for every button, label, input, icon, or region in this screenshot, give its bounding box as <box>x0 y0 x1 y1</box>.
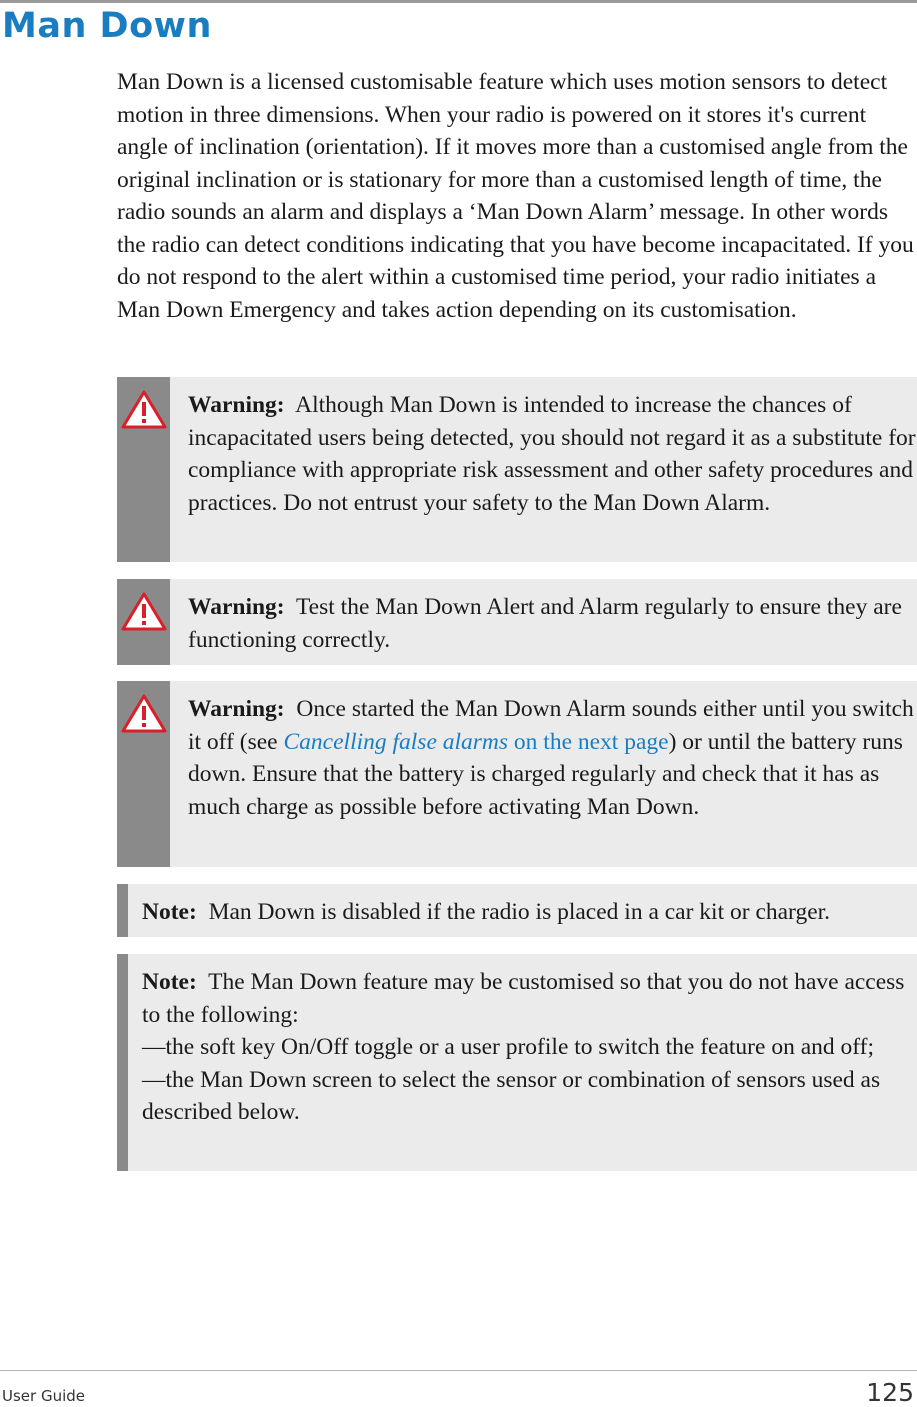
intro-paragraph: Man Down is a licensed customisable feature which uses motion sensors to detect motion in three dimensions. When your radio is powered on it stores it's current angle of inclination (orientation). If it moves more than a customised angle from the original inclination or is stationary for more than a customised length of time, the radio sounds an alarm and displays a ‘Man Down Alarm’ message. In other words the radio can detect conditions indicating that you have become incapacitated. If you do not respond to the alert within a customised time period, your radio initiates a Man Down Emergency and takes action depending on its customisation. <box>117 69 914 323</box>
warning-strip <box>117 681 170 867</box>
warning-label: Warning: <box>188 594 285 620</box>
xref-link-page[interactable]: on the next page <box>508 728 669 755</box>
xref-link-title[interactable]: Cancelling false alarms <box>283 728 509 755</box>
note-list-item: —the Man Down screen to select the sensor or combination of sensors used as described below. <box>142 1066 881 1125</box>
note-text: The Man Down feature may be customised so that you do not have access to the following: <box>142 969 905 1028</box>
warning-callout-2 <box>117 579 917 665</box>
note-body <box>128 884 917 937</box>
warning-label: Warning: <box>188 392 285 418</box>
note-list-item: —the soft key On/Off toggle or a user profile to switch the feature on and off; <box>142 1034 874 1060</box>
note-strip <box>117 954 128 1171</box>
warning-triangle-icon <box>121 591 167 631</box>
warning-body <box>170 377 917 562</box>
note-text: Man Down is disabled if the radio is placed in a car kit or charger. <box>208 899 831 925</box>
warning-strip <box>117 377 170 562</box>
warning-callout-3 <box>117 681 917 867</box>
warning-text: Although Man Down is intended to increase the chances of incapacitated users being detected, you should not regard it as a substitute for compliance with appropriate risk assessment and other safety procedures and practices. Do not entrust your safety to the Man Down Alarm. <box>188 392 916 516</box>
warning-body <box>170 579 917 665</box>
warning-text-before: Once started the Man Down Alarm sounds either until you switch it off (see <box>188 696 914 755</box>
note-label: Note: <box>142 899 197 925</box>
note-callout-1 <box>117 884 917 937</box>
note-strip <box>117 884 128 937</box>
warning-text-after: ) or until the battery runs down. Ensure that the battery is charged regularly and check that it has as much charge as possible before activating Man Down. <box>188 728 903 820</box>
note-callout-2 <box>117 954 917 1171</box>
note-label: Note: <box>142 969 197 995</box>
note-body <box>128 954 917 1171</box>
footer-doc-title: User Guide <box>2 1387 86 1405</box>
page-title: Man Down <box>2 6 212 46</box>
warning-triangle-icon <box>121 693 167 733</box>
page-number: 125 <box>866 1378 914 1407</box>
warning-strip <box>117 579 170 665</box>
top-rule <box>0 0 917 3</box>
warning-triangle-icon <box>121 389 167 429</box>
footer-rule <box>0 1370 917 1371</box>
warning-label: Warning: <box>188 696 285 722</box>
warning-callout-1 <box>117 377 917 562</box>
warning-text: Test the Man Down Alert and Alarm regularly to ensure they are functioning correctly. <box>188 594 902 653</box>
warning-body <box>170 681 917 867</box>
